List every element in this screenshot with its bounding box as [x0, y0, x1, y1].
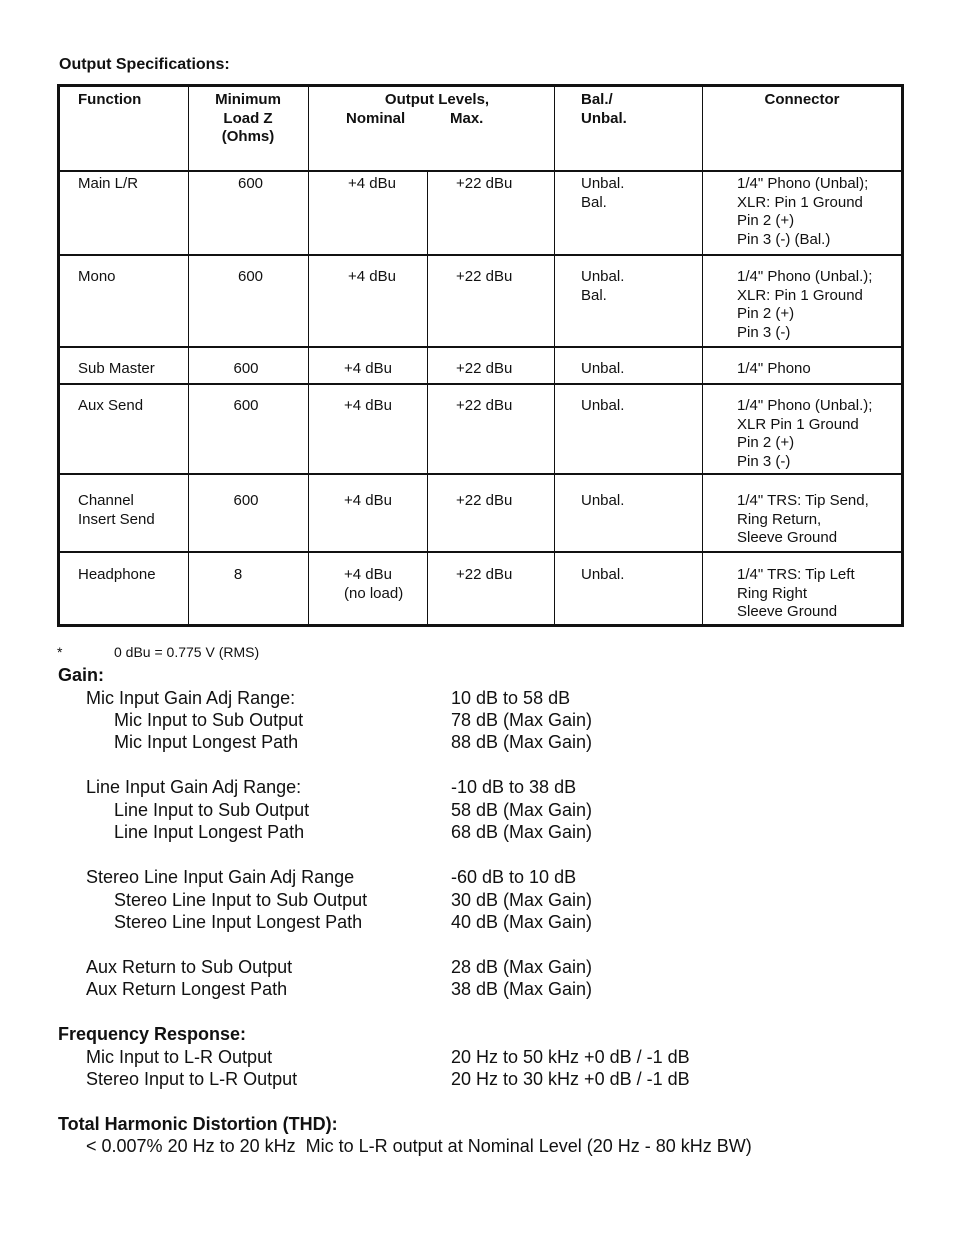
gain-label: Stereo Line Input Longest Path: [114, 912, 363, 932]
frequency-response-value: 20 Hz to 30 kHz +0 dB / -1 dB: [451, 1069, 690, 1089]
thd-text: < 0.007% 20 Hz to 20 kHz Mic to L-R output at Nominal Level (20 Hz - 80 kHz BW): [86, 1136, 752, 1156]
gain-label: Line Input Longest Path: [114, 822, 305, 842]
thd-title: Total Harmonic Distortion (THD):: [58, 1114, 338, 1134]
table-row: [60, 256, 901, 348]
load-cell: 600: [237, 268, 264, 285]
bal-cell: Unbal.: [581, 492, 625, 509]
max-cell: +22 dBu: [456, 492, 513, 509]
frequency-response-value: 20 Hz to 50 kHz +0 dB / -1 dB: [451, 1047, 690, 1067]
gain-label: Aux Return Longest Path: [86, 979, 288, 999]
gain-label: Line Input Gain Adj Range:: [86, 777, 302, 797]
gain-value: 78 dB (Max Gain): [451, 710, 593, 730]
load-cell: 600: [233, 360, 259, 377]
nominal-cell: +4 dBu: [348, 268, 396, 285]
nominal-cell: +4 dBu: [344, 360, 392, 377]
table-header-row: [60, 87, 901, 172]
load-cell: 600: [237, 175, 264, 192]
max-cell: +22 dBu: [456, 397, 513, 414]
gain-value: -10 dB to 38 dB: [451, 777, 577, 797]
gain-label: Mic Input Longest Path: [114, 732, 299, 752]
gain-label: Mic Input Gain Adj Range:: [86, 688, 296, 708]
gain-label: Stereo Line Input Gain Adj Range: [86, 867, 355, 887]
function-cell: Sub Master: [78, 360, 155, 377]
nominal-cell: +4 dBu: [348, 175, 396, 192]
table-row: [60, 385, 901, 475]
connector-cell: 1/4" Phono: [737, 360, 811, 377]
max-cell: +22 dBu: [456, 268, 513, 285]
header-nominal: Nominal: [346, 110, 406, 127]
bal-cell: Unbal. Bal.: [581, 268, 625, 304]
table-row: [60, 172, 901, 256]
gain-value: -60 dB to 10 dB: [451, 867, 577, 887]
output-specifications-title: Output Specifications:: [59, 56, 230, 73]
nominal-cell: +4 dBu (no load): [344, 566, 404, 602]
header-minimum-load: Minimum Load Z (Ohms): [215, 91, 281, 146]
gain-value: 68 dB (Max Gain): [451, 822, 593, 842]
connector-cell: 1/4" Phono (Unbal.); XLR: Pin 1 Ground Pin 2 (+) Pin 3 (-): [737, 268, 873, 342]
connector-cell: 1/4" TRS: Tip Send, Ring Return, Sleeve Ground: [737, 492, 869, 547]
max-cell: +22 dBu: [456, 360, 513, 377]
gain-label: Aux Return to Sub Output: [86, 957, 293, 977]
gain-label: Mic Input to Sub Output: [114, 710, 304, 730]
nominal-cell: +4 dBu: [344, 492, 392, 509]
gain-value: 58 dB (Max Gain): [451, 800, 593, 820]
connector-cell: 1/4" Phono (Unbal); XLR: Pin 1 Ground Pin 2 (+) Pin 3 (-) (Bal.): [737, 175, 869, 249]
header-output-levels: Output Levels,: [384, 91, 490, 108]
gain-label: Stereo Line Input to Sub Output: [114, 890, 368, 910]
gain-value: 10 dB to 58 dB: [451, 688, 571, 708]
footnote-text: 0 dBu = 0.775 V (RMS): [114, 644, 260, 660]
gain-title: Gain:: [58, 665, 105, 685]
function-cell: Channel Insert Send: [78, 492, 155, 528]
table-row: [60, 348, 901, 385]
bal-cell: Unbal.: [581, 566, 625, 583]
gain-value: 30 dB (Max Gain): [451, 890, 593, 910]
header-connector: Connector: [764, 91, 840, 108]
nominal-cell: +4 dBu: [344, 397, 392, 414]
bal-cell: Unbal.: [581, 397, 625, 414]
frequency-response-label: Stereo Input to L-R Output: [86, 1069, 298, 1089]
connector-cell: 1/4" Phono (Unbal.); XLR Pin 1 Ground Pin 2 (+) Pin 3 (-): [737, 397, 873, 471]
table-row: [60, 475, 901, 553]
gain-label: Line Input to Sub Output: [114, 800, 310, 820]
output-specifications-table: [57, 84, 904, 627]
table-row: [60, 553, 901, 627]
function-cell: Headphone: [78, 566, 156, 583]
header-function: Function: [78, 91, 142, 108]
bal-cell: Unbal. Bal.: [581, 175, 625, 211]
header-max: Max.: [450, 110, 484, 127]
gain-value: 88 dB (Max Gain): [451, 732, 593, 752]
gain-value: 28 dB (Max Gain): [451, 957, 593, 977]
frequency-response-label: Mic Input to L-R Output: [86, 1047, 273, 1067]
function-cell: Aux Send: [78, 397, 144, 414]
footnote-mark: *: [57, 644, 63, 660]
function-cell: Mono: [78, 268, 116, 285]
load-cell: 600: [233, 397, 259, 414]
connector-cell: 1/4" TRS: Tip Left Ring Right Sleeve Ground: [737, 566, 855, 621]
load-cell: 8: [233, 566, 243, 583]
max-cell: +22 dBu: [456, 566, 513, 583]
header-bal-unbal: Bal./ Unbal.: [581, 91, 627, 127]
function-cell: Main L/R: [78, 175, 139, 192]
gain-value: 40 dB (Max Gain): [451, 912, 593, 932]
max-cell: +22 dBu: [456, 175, 513, 192]
gain-value: 38 dB (Max Gain): [451, 979, 593, 999]
frequency-response-title: Frequency Response:: [58, 1024, 247, 1044]
bal-cell: Unbal.: [581, 360, 625, 377]
load-cell: 600: [233, 492, 259, 509]
